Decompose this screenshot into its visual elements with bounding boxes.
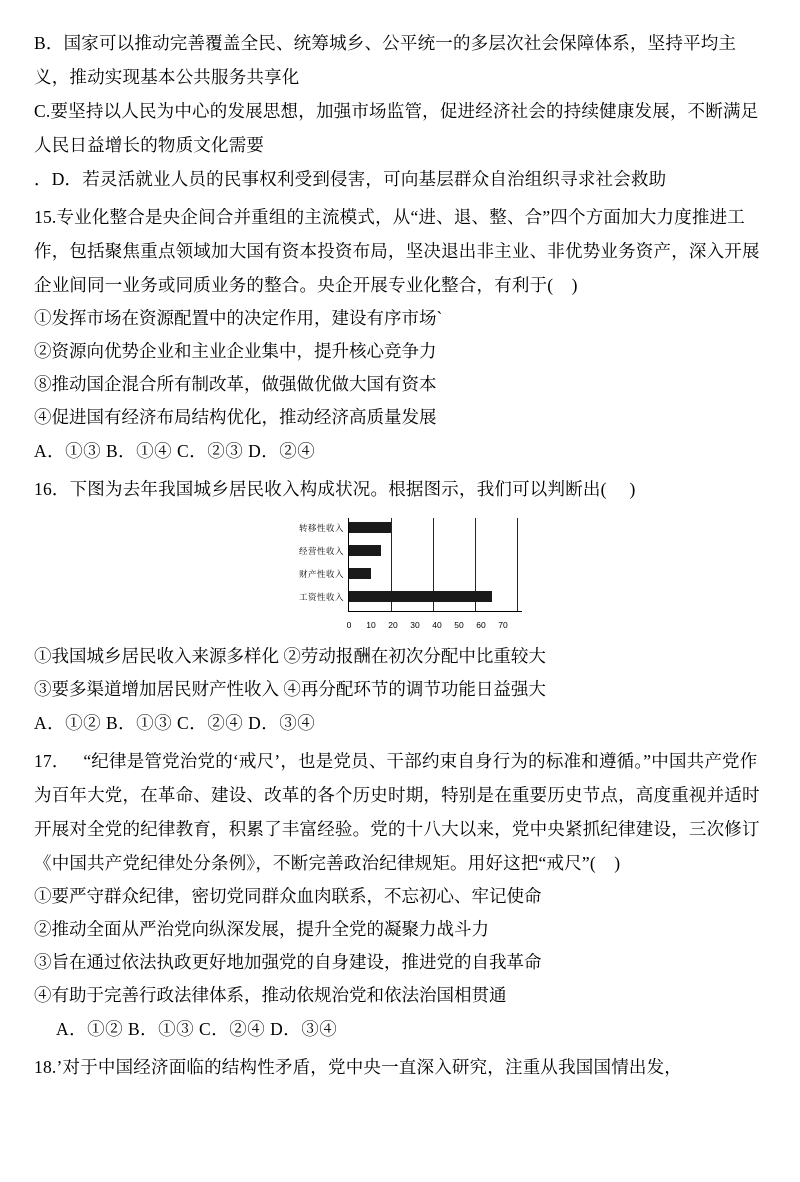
- question-17-answers: A．①② B．①③ C．②④ D．③④: [56, 1019, 338, 1039]
- chart-xtick: 50: [454, 620, 464, 630]
- question-15-item-4: ④促进国有经济布局结构优化，推动经济高质量发展: [34, 407, 437, 427]
- question-18: [34, 1050, 766, 1084]
- chart-bar: [349, 568, 371, 579]
- chart-xtick: 0: [346, 620, 352, 630]
- chart-category-label: 转移性收入: [298, 523, 344, 533]
- question-15: [34, 200, 766, 468]
- chart-xtick: 30: [410, 620, 420, 630]
- chart-category-label: 工资性收入: [298, 592, 344, 602]
- question-17: [34, 744, 766, 1046]
- option-d-paragraph: ．D．若灵活就业人员的民事权利受到侵害，可向基层群众自治组织寻求社会救助: [34, 169, 667, 189]
- question-15-item-3: ⑧推动国企混合所有制改革，做强做优做大国有资本: [34, 374, 437, 394]
- question-17-item-1: ①要严守群众纪律，密切党同群众血肉联系，不忘初心、牢记使命: [34, 886, 542, 906]
- question-15-item-1: ①发挥市场在资源配置中的决定作用，建设有序市场`: [34, 308, 443, 328]
- question-16-item-1: ①我国城乡居民收入来源多样化 ②劳动报酬在初次分配中比重较大: [34, 646, 546, 666]
- question-18-stem: 18.’对于中国经济面临的结构性矛盾，党中央一直深入研究，注重从我国国情出发，: [34, 1057, 682, 1077]
- chart-xtick: 70: [498, 620, 508, 630]
- option-b-paragraph: B．国家可以推动完善覆盖全民、统筹城乡、公平统一的多层次社会保障体系，坚持平均主义，推动实现基本公共服务共享化: [34, 33, 737, 87]
- chart-xtick: 20: [388, 620, 398, 630]
- question-16: [34, 472, 766, 740]
- chart-bar: [349, 591, 492, 602]
- chart-xtick: 60: [476, 620, 486, 630]
- question-16-stem: 16．下图为去年我国城乡居民收入构成状况。根据图示，我们可以判断出( ): [34, 479, 636, 499]
- question-15-stem: 15.专业化整合是央企间合并重组的主流模式，从“进、退、整、合”四个方面加大力度推进工作，包括聚焦重点领域加大国有资本投资布局，坚决退出非主业、非优势业务资产，深入开展企业间同一业务或同质业务的整合。央企开展专业化整合，有利于( ): [34, 207, 760, 295]
- question-17-item-3: ③旨在通过依法执政更好地加强党的自身建设，推进党的自我革命: [34, 952, 542, 972]
- option-c-paragraph: C.要坚持以人民为中心的发展思想，加强市场监管，促进经济社会的持续健康发展，不断满足人民日益增长的物质文化需要: [34, 101, 759, 155]
- question-16-answers: A．①② B．①③ C．②④ D．③④: [34, 713, 316, 733]
- question-17-stem: 17． “纪律是管党治党的‘戒尺’，也是党员、干部约束自身行为的标准和遵循。”中国共产党作为百年大党，在革命、建设、改革的各个历史时期，特别是在重要历史节点，高度重视并适时开展对全党的纪律教育，积累了丰富经验。党的十八大以来，党中央紧抓纪律建设，三次修订《中国共产党纪律处分条例》，不断完善政治纪律规矩。用好这把“戒尺”( ): [34, 751, 760, 873]
- question-17-item-4: ④有助于完善行政法律体系，推动依规治党和依法治国相贯通: [34, 985, 507, 1005]
- chart-xtick: 10: [366, 620, 376, 630]
- question-17-item-2: ②推动全面从严治党向纵深发展，提升全党的凝聚力战斗力: [34, 919, 489, 939]
- chart-category-label: 经营性收入: [298, 546, 344, 556]
- chart-category-label: 财产性收入: [298, 569, 344, 579]
- question-16-item-2: ③要多渠道增加居民财产性收入 ④再分配环节的调节功能日益强大: [34, 679, 546, 699]
- bar-chart: [270, 516, 530, 634]
- chart-xtick: 40: [432, 620, 442, 630]
- chart-bar: [349, 545, 381, 556]
- question-15-item-2: ②资源向优势企业和主业企业集中，提升核心竞争力: [34, 341, 437, 361]
- chart-gridline: [517, 518, 518, 611]
- income-composition-chart: [34, 516, 766, 634]
- chart-plot-area: [348, 518, 522, 612]
- chart-bar: [349, 522, 391, 533]
- question-15-answers: A．①③ B．①④ C．②③ D．②④: [34, 441, 316, 461]
